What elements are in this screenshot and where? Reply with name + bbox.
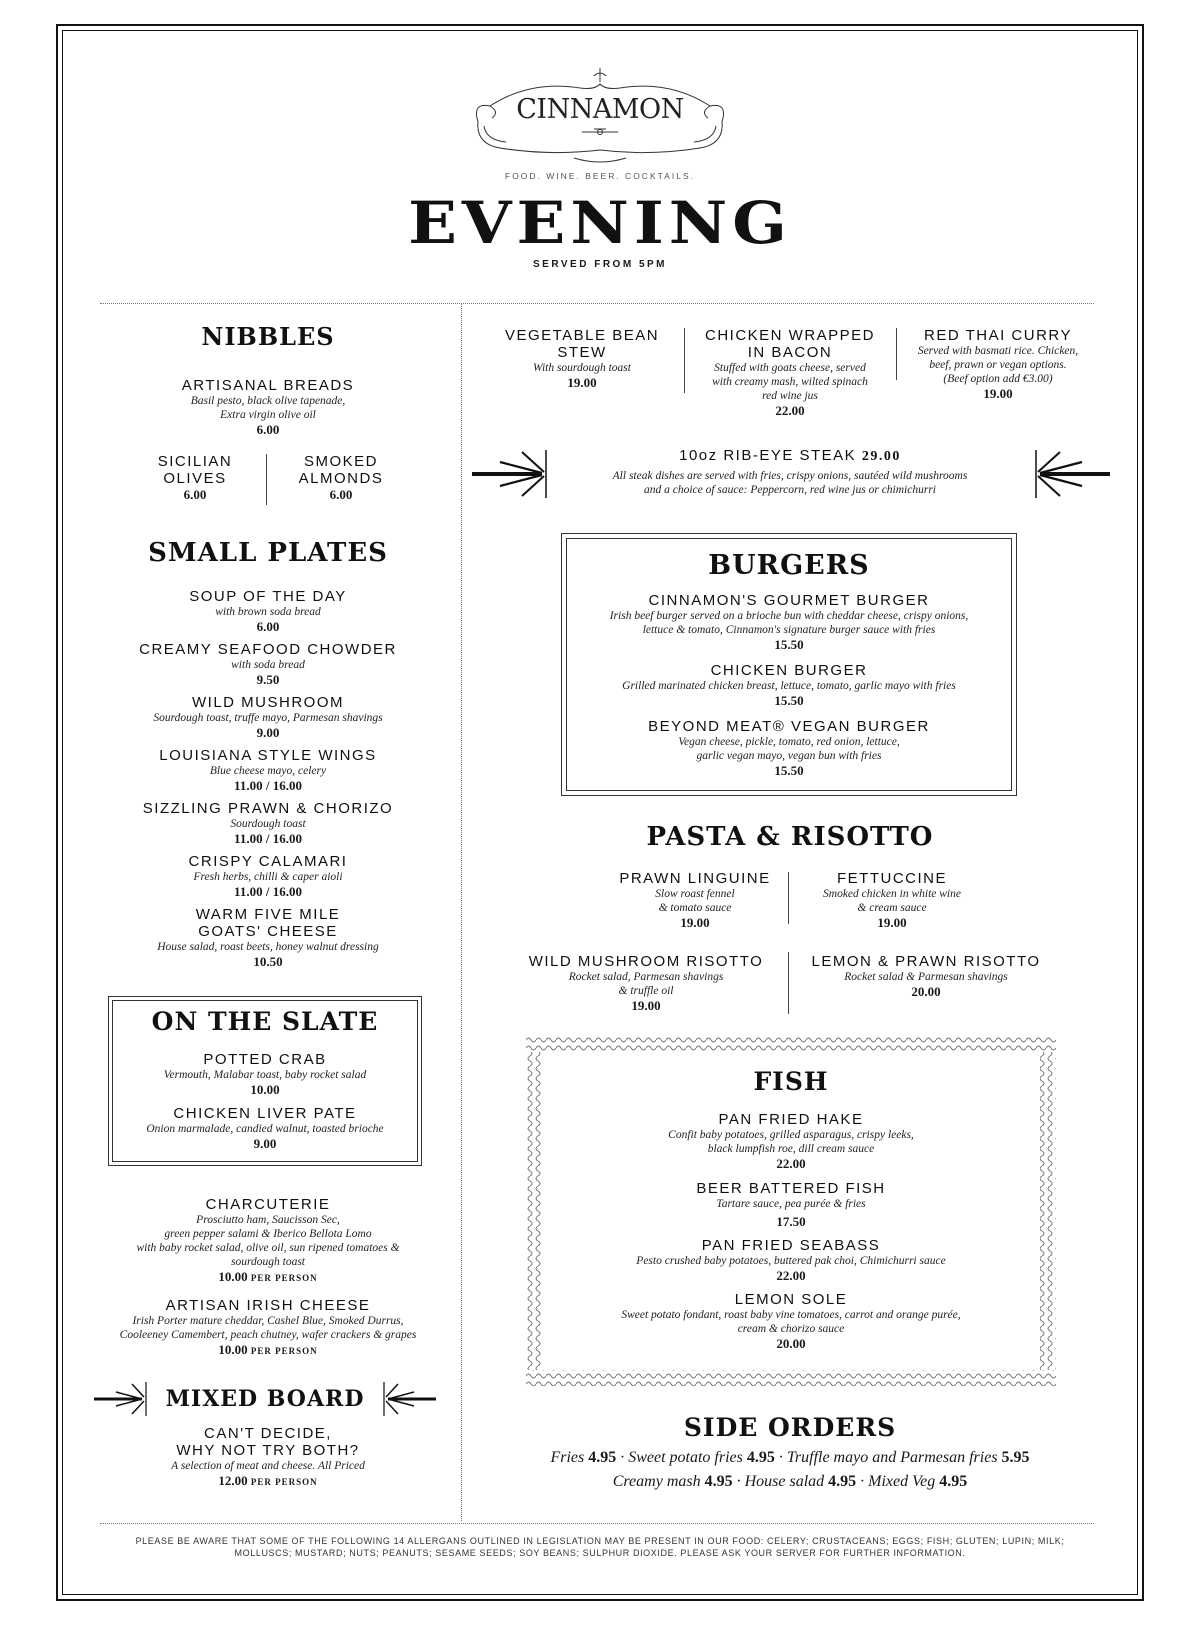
left-burst-ornament-icon (472, 448, 552, 502)
menu-item (590, 870, 800, 930)
item-name: IN BACON (747, 344, 833, 361)
item-description: cream & chorizo sauce (737, 1323, 845, 1335)
item-price: 29.00 (861, 449, 901, 464)
on-the-slate-title: ON THE SLATE (151, 1007, 379, 1036)
item-description: Sourdough toast (230, 818, 306, 830)
item-description: Rocket salad, Parmesan shavings (568, 971, 724, 983)
item-description: lettuce & tomato, Cinnamon's signature burger sauce with fries (642, 624, 936, 636)
menu-item (120, 453, 270, 502)
page-title: EVENING (408, 189, 792, 258)
item-name: SICILIAN (157, 453, 233, 470)
price-value: 10.00 (218, 1269, 248, 1284)
item-name: LEMON & PRAWN RISOTTO (811, 953, 1041, 970)
logo (470, 66, 730, 176)
menu-item (90, 747, 446, 793)
menu-item (90, 694, 446, 740)
item-name: RED THAI CURRY (924, 327, 1072, 344)
item-price: 15.50 (774, 763, 804, 778)
price-unit: PER PERSON (250, 1477, 318, 1487)
side-item: House salad (744, 1473, 825, 1490)
item-price (90, 1473, 446, 1490)
item-name: LOUISIANA STYLE WINGS (159, 747, 377, 764)
menu-item (898, 327, 1098, 401)
item-description: Confit baby potatoes, grilled asparagus, crispy leeks, (668, 1129, 914, 1141)
bottom-divider (100, 1523, 1094, 1524)
item-description: Smoked chicken in white wine (823, 888, 961, 900)
item-description: Vermouth, Malabar toast, baby rocket salad (163, 1069, 367, 1081)
steak-name: 10oz RIB-EYE STEAK (679, 447, 857, 464)
item-name: PAN FRIED HAKE (718, 1111, 864, 1128)
price-value: 10.00 (218, 1342, 248, 1357)
item-description: Vegan cheese, pickle, tomato, red onion, lettuce, (678, 736, 900, 748)
side-item: Creamy mash (612, 1473, 701, 1490)
item-description: Stuffed with goats cheese, served (714, 362, 866, 374)
menu-item (90, 1297, 446, 1359)
right-burst-ornament-icon (376, 1380, 436, 1420)
item-name: WARM FIVE MILE (195, 906, 341, 923)
item-price: 19.00 (877, 915, 907, 930)
menu-item (108, 1105, 422, 1151)
mixed-board-title: MIXED BOARD (165, 1386, 365, 1412)
burgers-title: BURGERS (708, 550, 870, 581)
item-price: 6.00 (183, 487, 207, 502)
item-name: OLIVES (163, 470, 227, 487)
item-price: 9.00 (253, 1136, 277, 1151)
logo-text: CINNAMON (516, 94, 684, 125)
nibbles-title: NIBBLES (201, 322, 335, 351)
menu-item (90, 906, 446, 969)
item-name: SOUP OF THE DAY (189, 588, 347, 605)
item-description: House salad, roast beets, honey walnut dressing (157, 941, 379, 953)
tagline: FOOD. WINE. BEER. COCKTAILS. (505, 171, 695, 181)
item-name: ALMONDS (298, 470, 384, 487)
item-name: FETTUCCINE (837, 870, 947, 887)
item-name: WILD MUSHROOM (192, 694, 344, 711)
item-price: 6.00 (256, 619, 280, 634)
item-description: Fresh herbs, chilli & caper aioli (193, 871, 343, 883)
item-name: CINNAMON'S GOURMET BURGER (648, 592, 930, 609)
fish-title: FISH (753, 1067, 829, 1096)
side-orders-line-2: Creamy mash 4.95 · House salad 4.95 · Mixed Veg 4.95 (612, 1473, 968, 1490)
allergen-line: PLEASE BE AWARE THAT SOME OF THE FOLLOWING 14 ALLERGANS OUTLINED IN LEGISLATION MAY BE PRESENT IN OUR FOOD: CELERY; CRUSTACEANS; EGGS; FISH; GLUTEN; LUPIN; MILK; (135, 1536, 1065, 1546)
item-name: SIZZLING PRAWN & CHORIZO (142, 800, 394, 817)
side-item: Sweet potato fries (628, 1449, 743, 1466)
menu-item (266, 453, 416, 502)
menu-item (566, 718, 1012, 778)
item-description: Grilled marinated chicken breast, lettuce, tomato, garlic mayo with fries (622, 680, 956, 692)
steak-item (560, 447, 1020, 497)
side-price: 5.95 (1001, 1449, 1030, 1466)
item-description: Pesto crushed baby potatoes, buttered pak choi, Chimichurri sauce (636, 1255, 946, 1267)
allergen-notice (100, 1535, 1100, 1559)
item-price: 10.00 (250, 1082, 280, 1097)
item-name: CHICKEN LIVER PATE (173, 1105, 357, 1122)
price-unit: PER PERSON (250, 1346, 318, 1356)
menu-item (795, 953, 1057, 999)
side-price: 4.95 (704, 1473, 733, 1490)
item-description: garlic vegan mayo, vegan bun with fries (696, 750, 882, 762)
item-price: 20.00 (776, 1336, 806, 1351)
item-description: Irish Porter mature cheddar, Cashel Blue, Smoked Durrus, (132, 1315, 404, 1327)
menu-item (510, 953, 782, 1013)
item-name: CHICKEN BURGER (710, 662, 868, 679)
item-name: LEMON SOLE (734, 1291, 848, 1308)
item-description: and a choice of sauce: Peppercorn, red wine jus or chimichurri (643, 484, 937, 496)
item-description: black lumpfish roe, dill cream sauce (707, 1143, 875, 1155)
item-description: Prosciutto ham, Saucisson Sec, (196, 1214, 340, 1226)
item-name: WHY NOT TRY BOTH? (176, 1442, 360, 1459)
item-description: All steak dishes are served with fries, crispy onions, sautéed wild mushrooms (612, 470, 968, 482)
item-description: with brown soda bread (215, 606, 321, 618)
item-name: CRISPY CALAMARI (188, 853, 348, 870)
item-description: Irish beef burger served on a brioche bun with cheddar cheese, crispy onions, (609, 610, 969, 622)
item-name: ARTISANAL BREADS (181, 377, 355, 394)
pasta-risotto-title: PASTA & RISOTTO (646, 822, 934, 852)
price-value: 12.00 (218, 1473, 248, 1488)
item-description: Basil pesto, black olive tapenade, (190, 395, 346, 407)
item-price: 11.00 / 16.00 (234, 831, 302, 846)
menu-item (108, 1051, 422, 1097)
item-description: Sourdough toast, truffe mayo, Parmesan shavings (153, 712, 383, 724)
item-name: PRAWN LINGUINE (619, 870, 771, 887)
item-name: VEGETABLE BEAN (504, 327, 660, 344)
menu-item (90, 800, 446, 846)
item-description: Blue cheese mayo, celery (209, 765, 327, 777)
menu-item (90, 853, 446, 899)
item-description: sourdough toast (230, 1256, 305, 1268)
side-price: 4.95 (939, 1473, 968, 1490)
side-item: Fries (550, 1449, 585, 1466)
item-description: & tomato sauce (658, 902, 732, 914)
item-name: WILD MUSHROOM RISOTTO (528, 953, 764, 970)
side-price: 4.95 (828, 1473, 857, 1490)
menu-item (792, 870, 992, 930)
price-unit: PER PERSON (250, 1273, 318, 1283)
menu-item (546, 1237, 1036, 1283)
menu-item (690, 327, 890, 418)
item-separator (684, 328, 685, 393)
column-divider (461, 303, 462, 1521)
small-plates-title: SMALL PLATES (148, 538, 388, 568)
item-description: Served with basmati rice. Chicken, (917, 345, 1079, 357)
item-price: 15.50 (774, 693, 804, 708)
allergen-line: MOLLUSCS; MUSTARD; NUTS; PEANUTS; SESAME SEEDS; SOY BEANS; SULPHUR DIOXIDE. PLEASE ASK YOUR SERVER FOR FURTHER INFORMATION. (234, 1548, 966, 1558)
top-divider (100, 303, 1094, 304)
item-description: green pepper salami & Iberico Bellota Lomo (164, 1228, 372, 1240)
item-price: 17.50 (776, 1214, 806, 1229)
item-name: CREAMY SEAFOOD CHOWDER (139, 641, 397, 658)
menu-item (90, 1196, 446, 1286)
item-description: Rocket salad & Parmesan shavings (844, 971, 1008, 983)
item-price: 6.00 (329, 487, 353, 502)
side-item: Mixed Veg (868, 1473, 936, 1490)
item-price: 22.00 (776, 1156, 806, 1171)
item-price: 20.00 (911, 984, 941, 999)
item-description: (Beef option add €3.00) (943, 373, 1053, 385)
item-description: Cooleeney Camembert, peach chutney, wafer crackers & grapes (119, 1329, 417, 1341)
side-orders-line-1: Fries 4.95 · Sweet potato fries 4.95 · Truffle mayo and Parmesan fries 5.95 (550, 1449, 1030, 1466)
item-price: 19.00 (567, 375, 597, 390)
item-description: Onion marmalade, candied walnut, toasted brioche (146, 1123, 384, 1135)
item-description: with soda bread (231, 659, 305, 671)
item-price: 19.00 (631, 998, 661, 1013)
item-name: STEW (557, 344, 607, 361)
served-time: SERVED FROM 5PM (533, 259, 667, 270)
menu-item (566, 662, 1012, 708)
side-orders-title: SIDE ORDERS (683, 1413, 897, 1442)
item-description: Sweet potato fondant, roast baby vine tomatoes, carrot and orange purée, (621, 1309, 961, 1321)
item-description: & truffle oil (618, 985, 674, 997)
item-price: 22.00 (776, 1268, 806, 1283)
item-name: BEER BATTERED FISH (696, 1180, 886, 1197)
item-name: CAN'T DECIDE, (204, 1425, 332, 1442)
menu-item (546, 1111, 1036, 1171)
item-description: with creamy mash, wilted spinach (712, 376, 868, 388)
item-description: beef, prawn or vegan options. (929, 359, 1067, 371)
item-price: 9.00 (256, 725, 280, 740)
item-price: 9.50 (256, 672, 280, 687)
menu-item (90, 588, 446, 634)
menu-item (546, 1180, 1036, 1229)
menu-item (546, 1291, 1036, 1351)
menu-item (90, 1425, 446, 1490)
menu-item (490, 327, 674, 390)
item-price: 22.00 (775, 403, 805, 418)
side-price: 4.95 (588, 1449, 617, 1466)
item-name: GOATS' CHEESE (198, 923, 338, 940)
item-name: POTTED CRAB (203, 1051, 327, 1068)
side-price: 4.95 (746, 1449, 775, 1466)
item-description: Slow roast fennel (655, 888, 735, 900)
item-description: Tartare sauce, pea purée & fries (716, 1198, 866, 1210)
item-price (90, 1342, 446, 1359)
right-burst-ornament-icon (1032, 448, 1112, 502)
item-price: 15.50 (774, 637, 804, 652)
item-name: CHICKEN WRAPPED (704, 327, 876, 344)
item-name: PAN FRIED SEABASS (701, 1237, 881, 1254)
item-price: 19.00 (680, 915, 710, 930)
item-name: ARTISAN IRISH CHEESE (165, 1297, 371, 1314)
item-description: A selection of meat and cheese. All Priced (171, 1460, 365, 1472)
item-description: With sourdough toast (533, 362, 631, 374)
menu-item (90, 641, 446, 687)
item-description: Extra virgin olive oil (220, 409, 316, 421)
menu-item (566, 592, 1012, 652)
item-separator (788, 872, 789, 924)
item-description: red wine jus (762, 390, 818, 402)
item-price: 11.00 / 16.00 (234, 884, 302, 899)
item-separator (788, 952, 789, 1014)
item-price: 10.50 (253, 954, 283, 969)
item-name: CHARCUTERIE (205, 1196, 331, 1213)
item-price (90, 1269, 446, 1286)
item-price: 11.00 / 16.00 (234, 778, 302, 793)
left-burst-ornament-icon (94, 1380, 154, 1420)
item-name: SMOKED (303, 453, 378, 470)
item-separator (896, 328, 897, 380)
item-description: with baby rocket salad, olive oil, sun ripened tomatoes & (136, 1242, 400, 1254)
menu-item (100, 377, 436, 437)
item-price: 6.00 (256, 422, 280, 437)
item-name: BEYOND MEAT® VEGAN BURGER (648, 718, 930, 735)
item-name (560, 447, 1020, 464)
side-item: Truffle mayo and Parmesan fries (786, 1449, 998, 1466)
item-description: & cream sauce (857, 902, 927, 914)
item-price: 19.00 (983, 386, 1013, 401)
